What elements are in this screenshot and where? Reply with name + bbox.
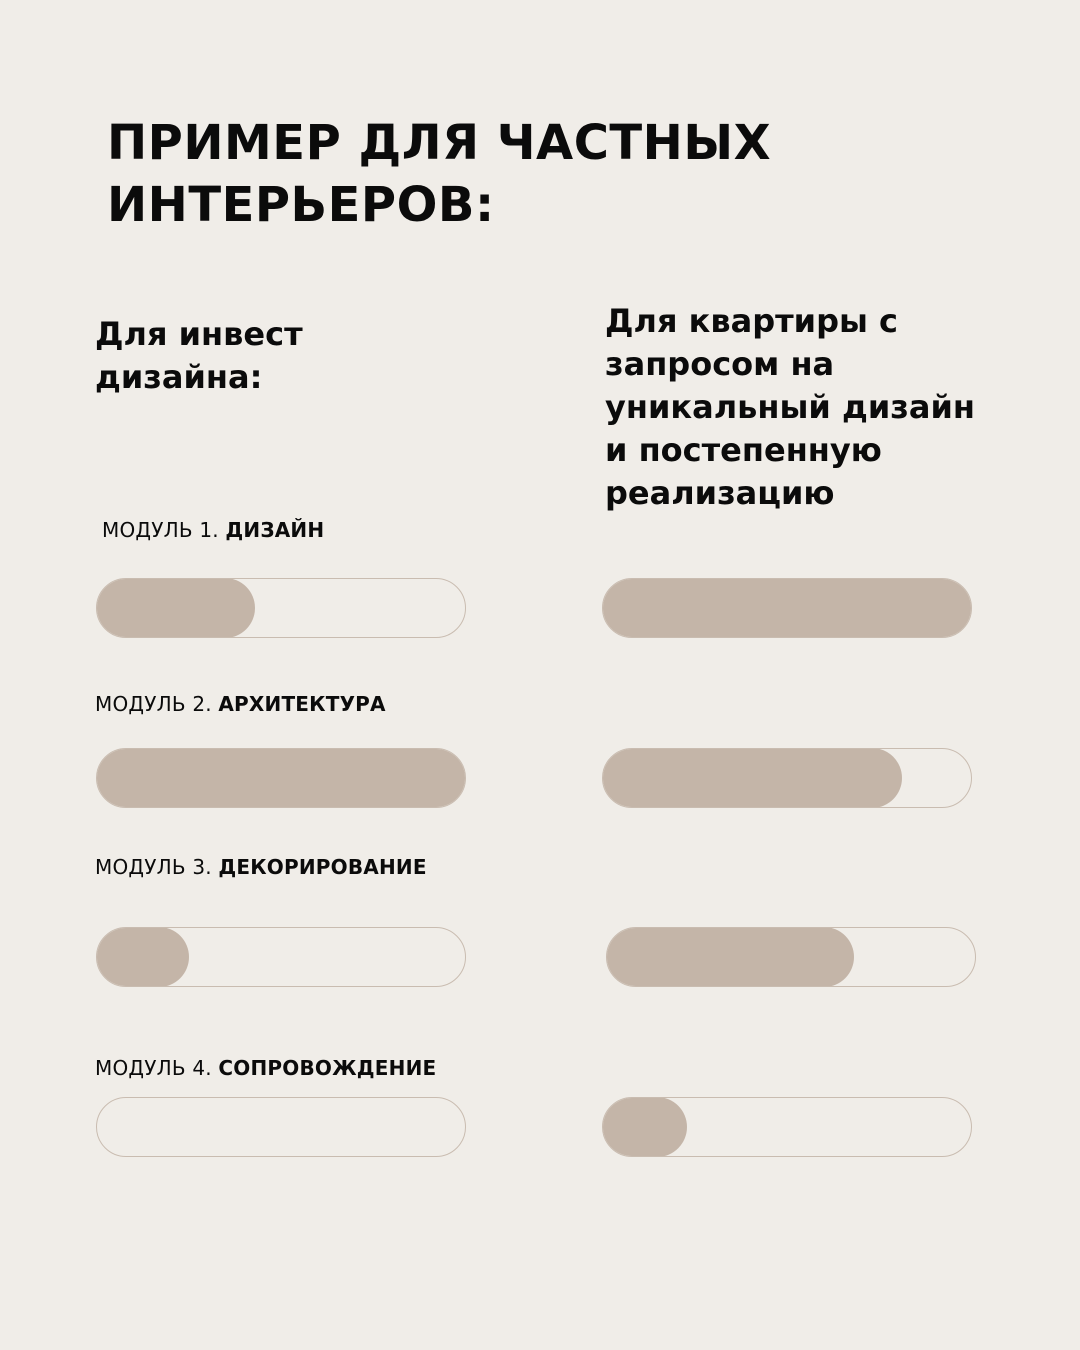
module-2-unique-progress-fill [602,748,902,808]
unique-heading-line-2: запросом на [605,345,835,383]
module-2-label [95,692,386,716]
unique-heading-line-4: и постепенную [605,431,882,469]
module-3-unique-progress-fill [606,927,854,987]
unique-heading-line-3: уникальный дизайн [605,388,975,426]
module-1-unique-progress-bar [602,578,972,638]
unique-heading-line-1: Для квартиры с [605,302,899,340]
module-3-label [95,855,427,879]
invest-heading-line-2: дизайна: [95,358,263,396]
module-4-unique-progress-fill [602,1097,687,1157]
module-4-unique-progress-bar [602,1097,972,1157]
page-title [107,112,1007,236]
unique-heading-line-5: реализацию [605,474,835,512]
module-4-name: СОПРОВОЖДЕНИЕ [218,1056,437,1080]
module-2-invest-progress-bar [96,748,466,808]
invest-heading-line-1: Для инвест [95,315,303,353]
invest-design-heading [95,313,515,399]
module-1-number: МОДУЛЬ 1. [102,518,219,542]
module-3-invest-progress-fill [96,927,189,987]
module-3-unique-progress-bar [606,927,976,987]
page-title-line-2: ИНТЕРЬЕРОВ: [107,177,495,233]
module-1-invest-progress-fill [96,578,255,638]
module-2-invest-progress-fill [96,748,466,808]
module-3-name: ДЕКОРИРОВАНИЕ [218,855,427,879]
module-1-name: ДИЗАЙН [225,518,325,542]
module-1-unique-progress-fill [602,578,972,638]
module-3-number: МОДУЛЬ 3. [95,855,212,879]
module-4-invest-progress-bar [96,1097,466,1157]
page-title-line-1: ПРИМЕР ДЛЯ ЧАСТНЫХ [107,115,772,171]
module-2-name: АРХИТЕКТУРА [218,692,386,716]
module-1-invest-progress-bar [96,578,466,638]
module-4-number: МОДУЛЬ 4. [95,1056,212,1080]
module-2-unique-progress-bar [602,748,972,808]
module-4-label [95,1056,436,1080]
module-3-invest-progress-bar [96,927,466,987]
module-1-label [102,518,324,542]
module-2-number: МОДУЛЬ 2. [95,692,212,716]
unique-design-heading [605,300,1065,515]
